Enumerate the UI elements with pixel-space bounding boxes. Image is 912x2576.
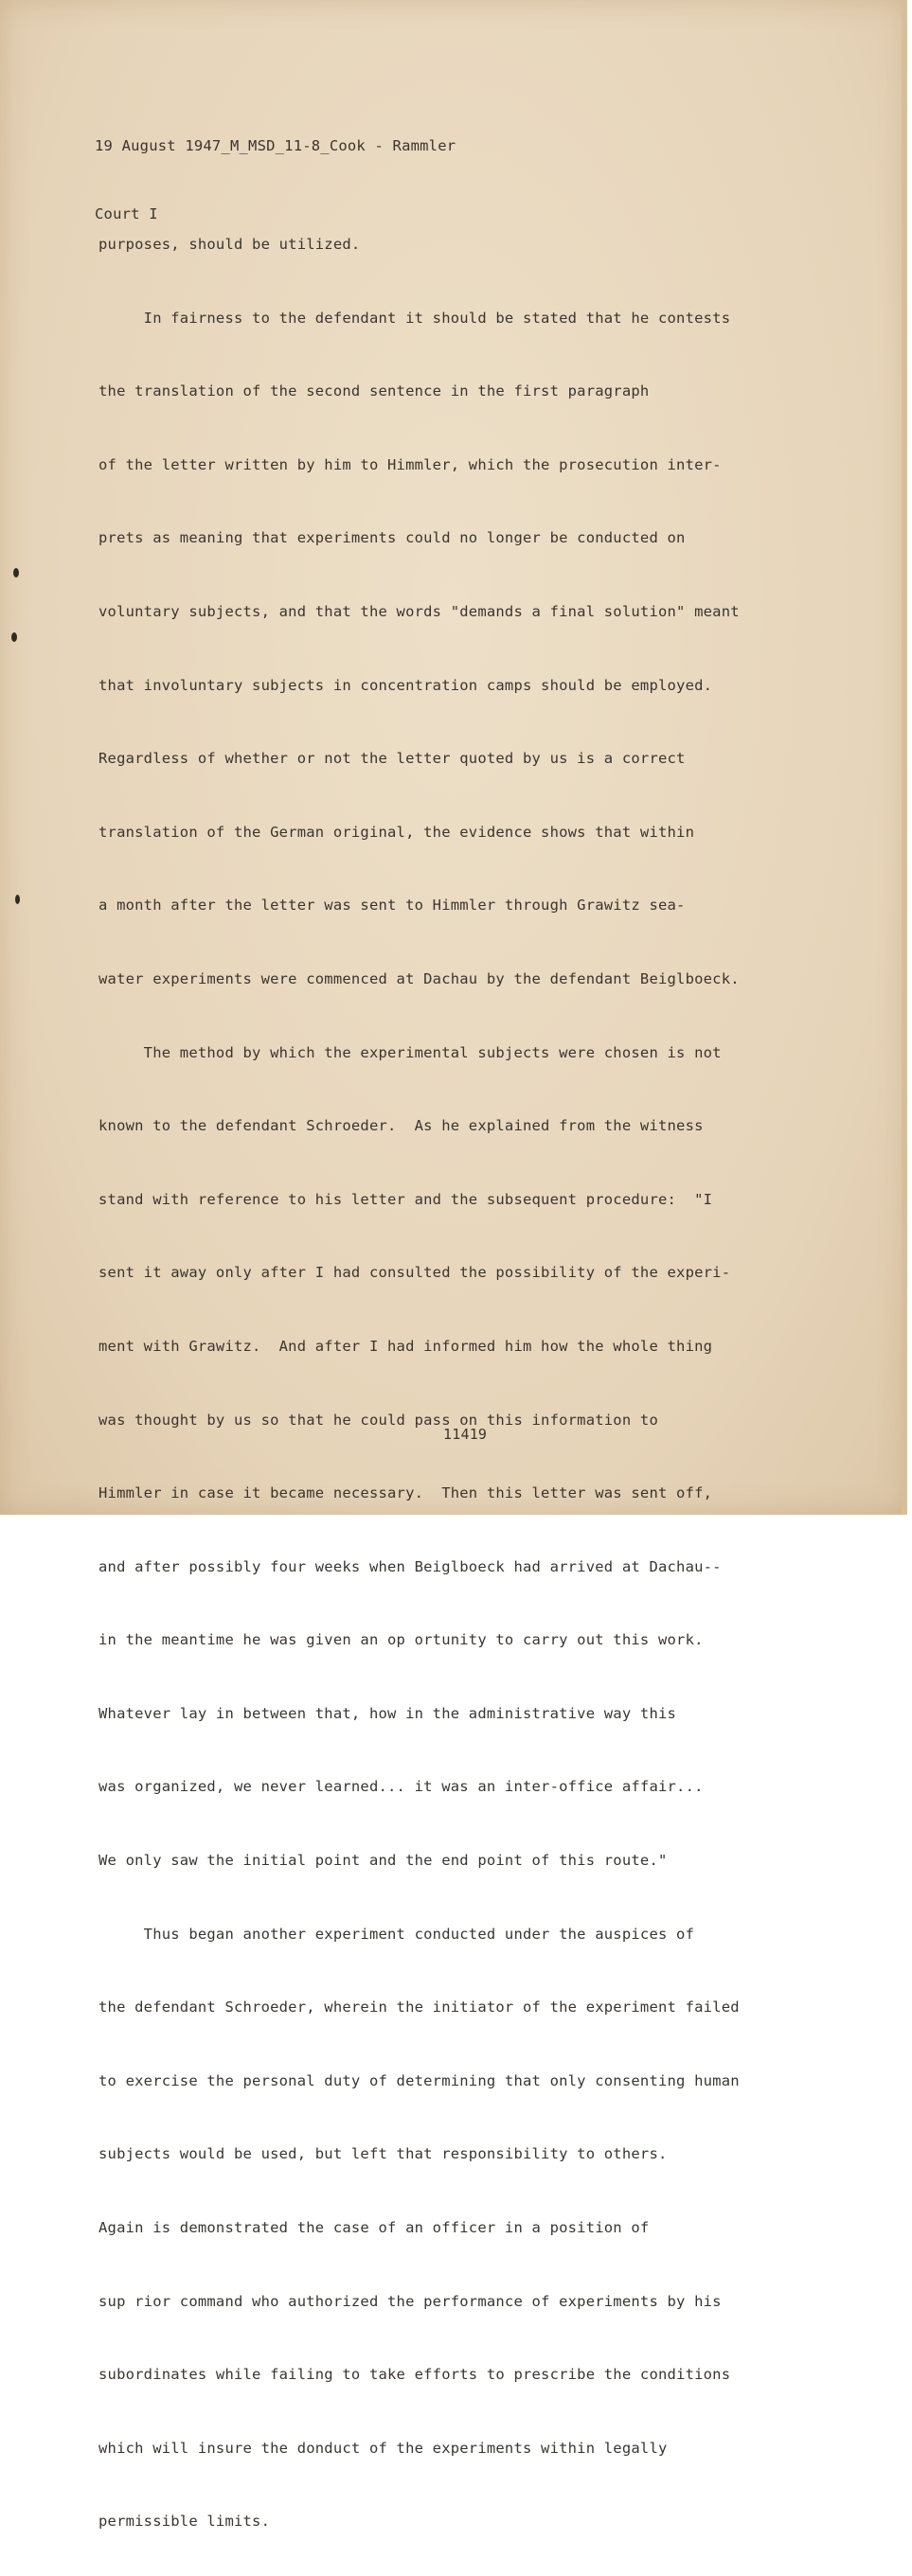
body-line: ment with Grawitz. And after I had informed him how the whole thing [98,1337,713,1355]
header-line-court: Court I [95,205,158,222]
body-line: The method by which the experimental subjects were chosen is not [98,1043,722,1061]
body-line: Regardless of whether or not the letter quoted by us is a correct [98,750,686,768]
binding-hole-mark [13,568,19,577]
body-line: translation of the German original, the evidence shows that within [98,823,695,841]
body-line: was thought by us so that he could pass on this information to [98,1411,658,1429]
body-line: the translation of the second sentence in the first paragraph [98,382,650,400]
body-line: that involuntary subjects in concentration camps should be employed. [98,676,713,694]
header-line-date-reference: 19 August 1947_M_MSD_11-8_Cook - Rammler [95,137,456,154]
body-line: Thus began another experiment conducted under the auspices of [98,1925,695,1943]
body-line: the defendant Schroeder, wherein the initiator of the experiment failed [98,1999,740,2016]
body-line: purposes, should be utilized. [98,236,361,253]
binding-hole-mark [15,895,20,904]
body-line: a month after the letter was sent to Himmler through Grawitz sea- [98,897,686,915]
page-number: 11419 [443,1426,488,1443]
body-line: prets as meaning that experiments could no longer be conducted on [98,529,686,547]
body-line: subjects would be used, but left that responsibility to others. [98,2145,668,2163]
body-line: permissible limits. [98,2513,271,2531]
body-line: was organized, we never learned... it was an inter-office affair... [98,1778,704,1796]
body-line: We only saw the initial point and the end point of this route." [98,1852,668,1870]
body-line: sent it away only after I had consulted the possibility of the experi- [98,1264,731,1282]
body-line: and after possibly four weeks when Beiglboeck had arrived at Dachau-- [98,1557,722,1575]
body-line: known to the defendant Schroeder. As he explained from the witness [98,1117,704,1135]
body-line: to exercise the personal duty of determining that only consenting human [98,2071,740,2089]
document-body [98,191,740,2576]
body-line: In fairness to the defendant it should be stated that he contests [98,309,731,327]
binding-hole-mark [11,632,17,642]
body-line: of the letter written by him to Himmler, which the prosecution inter- [98,455,722,473]
page-edge [902,0,907,1515]
body-line: water experiments were commenced at Dachau by the defendant Beiglboeck. [98,969,740,987]
body-line: sup rior command who authorized the performance of experiments by his [98,2292,722,2310]
body-line: stand with reference to his letter and the subsequent procedure: "I [98,1190,713,1208]
body-line: Himmler in case it became necessary. Then this letter was sent off, [98,1484,713,1502]
body-line: voluntary subjects, and that the words "demands a final solution" meant [98,602,740,620]
body-line: Again is demonstrated the case of an officer in a position of [98,2219,650,2237]
body-line: in the meantime he was given an op ortunity to carry out this work. [98,1631,704,1649]
body-line: subordinates while failing to take efforts to prescribe the conditions [98,2366,731,2384]
body-line: which will insure the donduct of the experiments within legally [98,2439,668,2457]
body-line: Whatever lay in between that, how in the administrative way this [98,1704,677,1722]
